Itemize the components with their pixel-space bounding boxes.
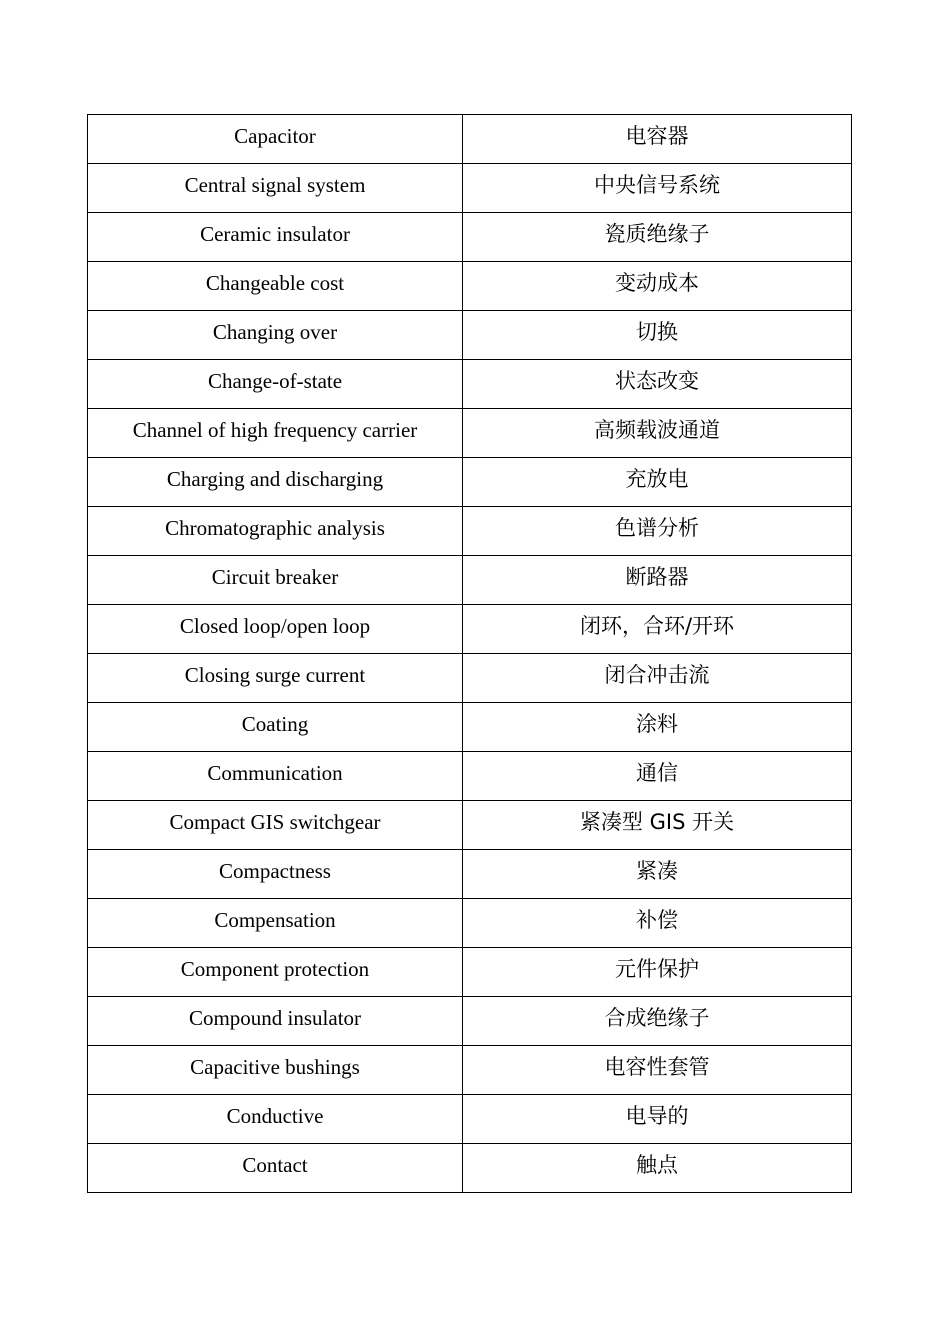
term-chinese: 高频载波通道: [463, 409, 852, 458]
term-chinese: 涂料: [463, 703, 852, 752]
table-row: [88, 801, 852, 850]
glossary-table: [87, 114, 852, 1193]
term-chinese: 断路器: [463, 556, 852, 605]
table-row: [88, 213, 852, 262]
term-chinese: 紧凑: [463, 850, 852, 899]
term-chinese: 闭环，合环/开环: [463, 605, 852, 654]
term-chinese: 充放电: [463, 458, 852, 507]
term-chinese: 电容性套管: [463, 1046, 852, 1095]
table-row: [88, 409, 852, 458]
glossary-body: [88, 115, 852, 1193]
table-row: [88, 948, 852, 997]
term-english: Compactness: [88, 850, 463, 899]
term-english: Compensation: [88, 899, 463, 948]
term-english: Change-of-state: [88, 360, 463, 409]
term-english: Coating: [88, 703, 463, 752]
table-row: [88, 311, 852, 360]
term-chinese: 触点: [463, 1144, 852, 1193]
term-chinese: 状态改变: [463, 360, 852, 409]
term-english: Capacitor: [88, 115, 463, 164]
term-chinese: 切换: [463, 311, 852, 360]
term-english: Compound insulator: [88, 997, 463, 1046]
term-chinese: 闭合冲击流: [463, 654, 852, 703]
term-chinese: 合成绝缘子: [463, 997, 852, 1046]
table-row: [88, 899, 852, 948]
term-chinese: 电导的: [463, 1095, 852, 1144]
term-english: Central signal system: [88, 164, 463, 213]
table-row: [88, 1046, 852, 1095]
table-row: [88, 164, 852, 213]
term-chinese: 变动成本: [463, 262, 852, 311]
term-english: Ceramic insulator: [88, 213, 463, 262]
term-chinese: 电容器: [463, 115, 852, 164]
term-english: Conductive: [88, 1095, 463, 1144]
term-english: Changing over: [88, 311, 463, 360]
term-chinese: 元件保护: [463, 948, 852, 997]
term-english: Capacitive bushings: [88, 1046, 463, 1095]
table-row: [88, 1144, 852, 1193]
term-chinese: 紧凑型 GIS 开关: [463, 801, 852, 850]
table-row: [88, 1095, 852, 1144]
term-english: Channel of high frequency carrier: [88, 409, 463, 458]
table-row: [88, 654, 852, 703]
term-english: Communication: [88, 752, 463, 801]
table-row: [88, 605, 852, 654]
term-chinese: 补偿: [463, 899, 852, 948]
table-row: [88, 458, 852, 507]
table-row: [88, 997, 852, 1046]
term-english: Component protection: [88, 948, 463, 997]
table-row: [88, 115, 852, 164]
table-row: [88, 752, 852, 801]
term-english: Circuit breaker: [88, 556, 463, 605]
term-english: Contact: [88, 1144, 463, 1193]
table-row: [88, 507, 852, 556]
table-row: [88, 262, 852, 311]
term-english: Chromatographic analysis: [88, 507, 463, 556]
term-english: Charging and discharging: [88, 458, 463, 507]
term-english: Closed loop/open loop: [88, 605, 463, 654]
term-chinese: 瓷质绝缘子: [463, 213, 852, 262]
table-row: [88, 360, 852, 409]
term-chinese: 通信: [463, 752, 852, 801]
table-row: [88, 703, 852, 752]
term-english: Closing surge current: [88, 654, 463, 703]
table-row: [88, 850, 852, 899]
term-chinese: 色谱分析: [463, 507, 852, 556]
term-english: Changeable cost: [88, 262, 463, 311]
term-english: Compact GIS switchgear: [88, 801, 463, 850]
term-chinese: 中央信号系统: [463, 164, 852, 213]
table-row: [88, 556, 852, 605]
